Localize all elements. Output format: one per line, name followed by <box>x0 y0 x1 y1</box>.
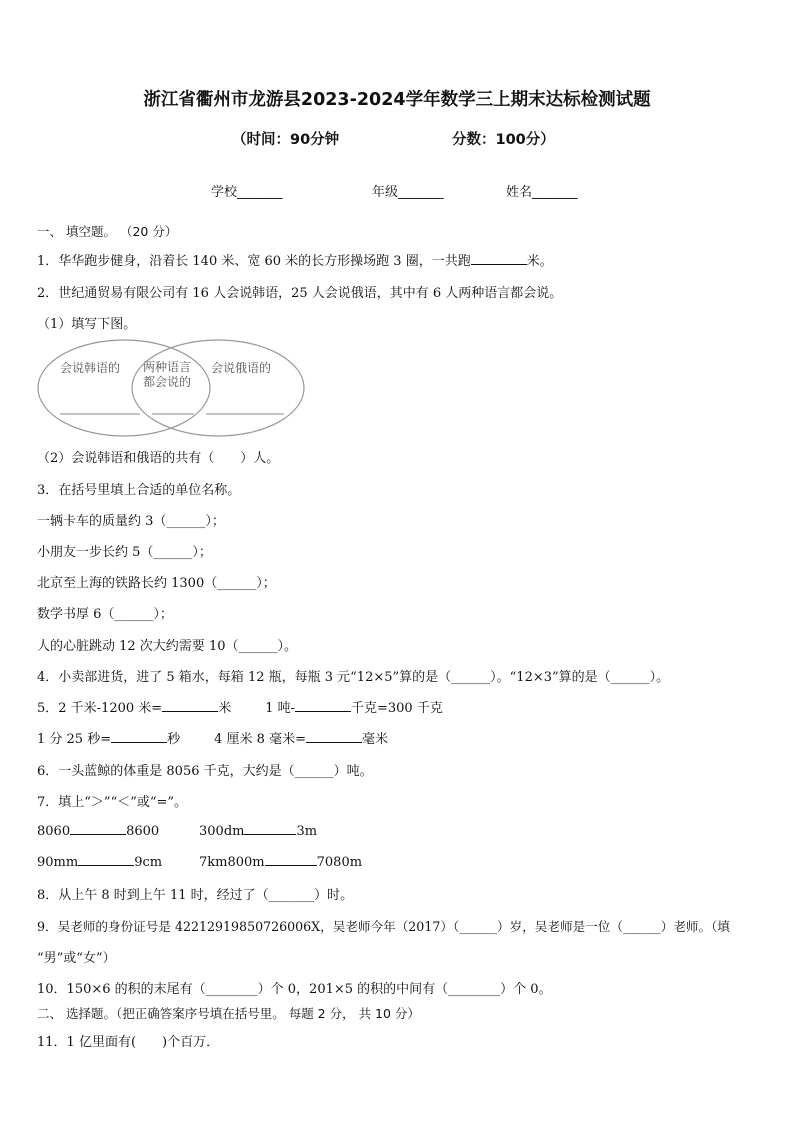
question-4: 4．小卖部进货，进了 5 箱水，每箱 12 瓶，每瓶 3 元“12×5”算的是（______）。“12×3”算的是（______）。 <box>37 670 670 685</box>
compare-left: 300dm <box>199 824 245 839</box>
answer-blank <box>244 822 296 835</box>
question-3-item: 人的心脏跳动 12 次大约需要 10（______）。 <box>37 639 297 654</box>
question-7: 7．填上“＞”“＜”或“=”。 <box>37 795 188 810</box>
compare-right: 7080m <box>316 855 363 870</box>
question-1 <box>37 250 553 269</box>
question-3-item: 数学书厚 6（______）； <box>37 607 173 622</box>
question-11: 11．1 亿里面有( )个百万． <box>37 1035 220 1050</box>
compare-right: 3m <box>296 824 318 839</box>
q5-expression-a: 5．2 千米-1200 米= <box>37 701 163 716</box>
question-3-item: 小朋友一步长约 5（______）； <box>37 545 212 560</box>
question-5-row-1 <box>37 697 443 716</box>
question-3-item: 北京至上海的铁路长约 1300（______）； <box>37 576 276 591</box>
q5-unit-c: 秒 <box>167 732 181 747</box>
section-1-heading: 一、 填空题。 （20 分） <box>37 224 178 239</box>
compare-right: 9cm <box>134 855 163 870</box>
question-1-text: 1．华华跑步健身，沿着长 140 米、宽 60 米的长方形操场跑 3 圈，一共跑 <box>37 254 471 269</box>
venn-diagram <box>36 338 312 438</box>
question-6: 6．一头蓝鲸的体重是 8056 千克，大约是（______）吨。 <box>37 764 373 779</box>
answer-blank <box>70 822 126 835</box>
exam-score: 分数：100分） <box>452 132 555 148</box>
section-2-heading: 二、 选择题。（把正确答案序号填在括号里。 每题 2 分， 共 10 分） <box>37 1006 420 1021</box>
question-8: 8．从上午 8 时到上午 11 时，经过了（_______）时。 <box>37 888 354 903</box>
answer-blank <box>78 853 134 866</box>
q5-expression-d: 4 厘米 8 毫米= <box>214 732 306 747</box>
question-10: 10．150×6 的积的末尾有（________）个 0，201×5 的积的中间有（________）个 0。 <box>37 982 552 997</box>
question-9-line-1: 9．吴老师的身份证号是 42212919850726006X，吴老师今年（2017）（______）岁，吴老师是一位（______）老师。（填 <box>37 919 730 934</box>
answer-blank <box>295 699 351 712</box>
answer-blank <box>265 853 317 866</box>
question-2-part-2: （2）会说韩语和俄语的共有（ ）人。 <box>37 451 280 466</box>
question-5-row-2 <box>37 728 388 747</box>
venn-mid-label-1: 两种语言 <box>143 360 192 374</box>
school-field: 学校_______ <box>211 185 283 200</box>
question-3: 3．在括号里填上合适的单位名称。 <box>37 483 241 498</box>
compare-left: 8060 <box>37 824 71 839</box>
question-7-compare <box>199 822 317 839</box>
question-7-compare <box>37 853 162 870</box>
question-7-compare <box>199 853 362 870</box>
question-9-line-2: “男”或“女”） <box>37 951 116 966</box>
page-title: 浙江省衢州市龙游县2023-2024学年数学三上期末达标检测试题 <box>143 90 651 110</box>
venn-right-label: 会说俄语的 <box>211 361 272 375</box>
compare-left: 7km800m <box>199 855 265 870</box>
q5-unit-a: 米 <box>218 701 232 716</box>
answer-blank <box>471 252 527 265</box>
question-3-item: 一辆卡车的质量约 3（______）； <box>37 514 225 529</box>
q5-unit-d: 毫米 <box>361 732 388 747</box>
compare-left: 90mm <box>37 855 79 870</box>
q5-expression-c: 1 分 25 秒= <box>37 732 112 747</box>
q5-unit-b: 千克=300 千克 <box>351 701 443 716</box>
venn-mid-label-2: 都会说的 <box>143 375 192 389</box>
venn-left-label: 会说韩语的 <box>60 361 121 375</box>
compare-right: 8600 <box>126 824 160 839</box>
question-7-compare <box>37 822 159 839</box>
grade-field: 年级_______ <box>372 185 444 200</box>
answer-blank <box>162 699 218 712</box>
name-field: 姓名_______ <box>506 185 578 200</box>
answer-blank <box>306 730 362 743</box>
answer-blank <box>111 730 167 743</box>
question-1-unit: 米。 <box>526 254 553 269</box>
question-2: 2．世纪通贸易有限公司有 16 人会说韩语，25 人会说俄语，其中有 6 人两种语言都会说。 <box>37 286 563 301</box>
exam-time: （时间：90分钟 <box>232 132 340 148</box>
q5-expression-b: 1 吨- <box>265 701 295 716</box>
question-2-part-1: （1）填写下图。 <box>37 317 137 332</box>
